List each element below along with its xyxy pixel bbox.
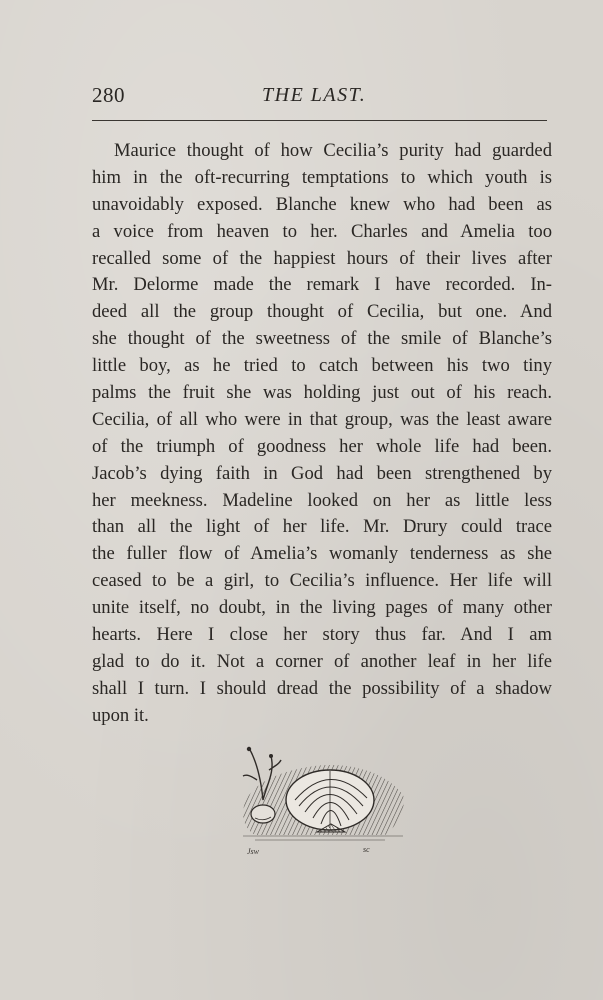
text-line: Jacob’s dying faith in God had been strengthened by xyxy=(92,462,552,484)
text-line: palms the fruit she was holding just out of his reach. xyxy=(92,382,552,404)
text-line: than all the light of her life. Mr. Drury could trace xyxy=(92,516,552,538)
pebble xyxy=(251,805,275,823)
page-header xyxy=(92,83,547,113)
text-line: Mr. Delorme made the remark I have recorded. In- xyxy=(92,274,552,296)
text-line: unite itself, no doubt, in the living pages of many other xyxy=(92,597,552,619)
running-title: THE LAST. xyxy=(262,84,367,106)
text-line: deed all the group thought of Cecilia, but one. And xyxy=(92,301,552,323)
shell-vignette xyxy=(235,740,410,860)
text-line: the fuller flow of Amelia’s womanly tenderness as she xyxy=(92,543,552,565)
text-line: her meekness. Madeline looked on her as little less xyxy=(92,489,552,511)
text-line: recalled some of the happiest hours of their lives after xyxy=(92,247,552,269)
text-line: a voice from heaven to her. Charles and Amelia too xyxy=(92,220,552,242)
page-number: 280 xyxy=(92,83,125,107)
text-line: of the triumph of goodness her whole life had been. xyxy=(92,435,552,457)
text-line: Cecilia, of all who were in that group, was the least aware xyxy=(92,408,552,430)
header-rule xyxy=(92,120,547,121)
text-line: little boy, as he tried to catch between his two tiny xyxy=(92,355,552,377)
text-line: shall I turn. I should dread the possibility of a shadow xyxy=(92,677,552,699)
text-line: unavoidably exposed. Blanche knew who had been as xyxy=(92,193,552,215)
text-line: upon it. xyxy=(92,704,149,726)
text-line: hearts. Here I close her story thus far. And I am xyxy=(92,624,552,646)
text-line: ceased to be a girl, to Cecilia’s influence. Her life will xyxy=(92,570,552,592)
text-line: Maurice thought of how Cecilia’s purity had guarded xyxy=(114,140,552,161)
body-text xyxy=(92,138,552,730)
text-line: glad to do it. Not a corner of another leaf in her life xyxy=(92,650,552,672)
text-line: him in the oft-recurring temptations to which youth is xyxy=(92,166,552,188)
engraver-signature-left: Jsw xyxy=(247,847,259,856)
engraver-signature-right: sc xyxy=(363,845,370,854)
text-line: she thought of the sweetness of the smile of Blanche’s xyxy=(92,328,552,350)
